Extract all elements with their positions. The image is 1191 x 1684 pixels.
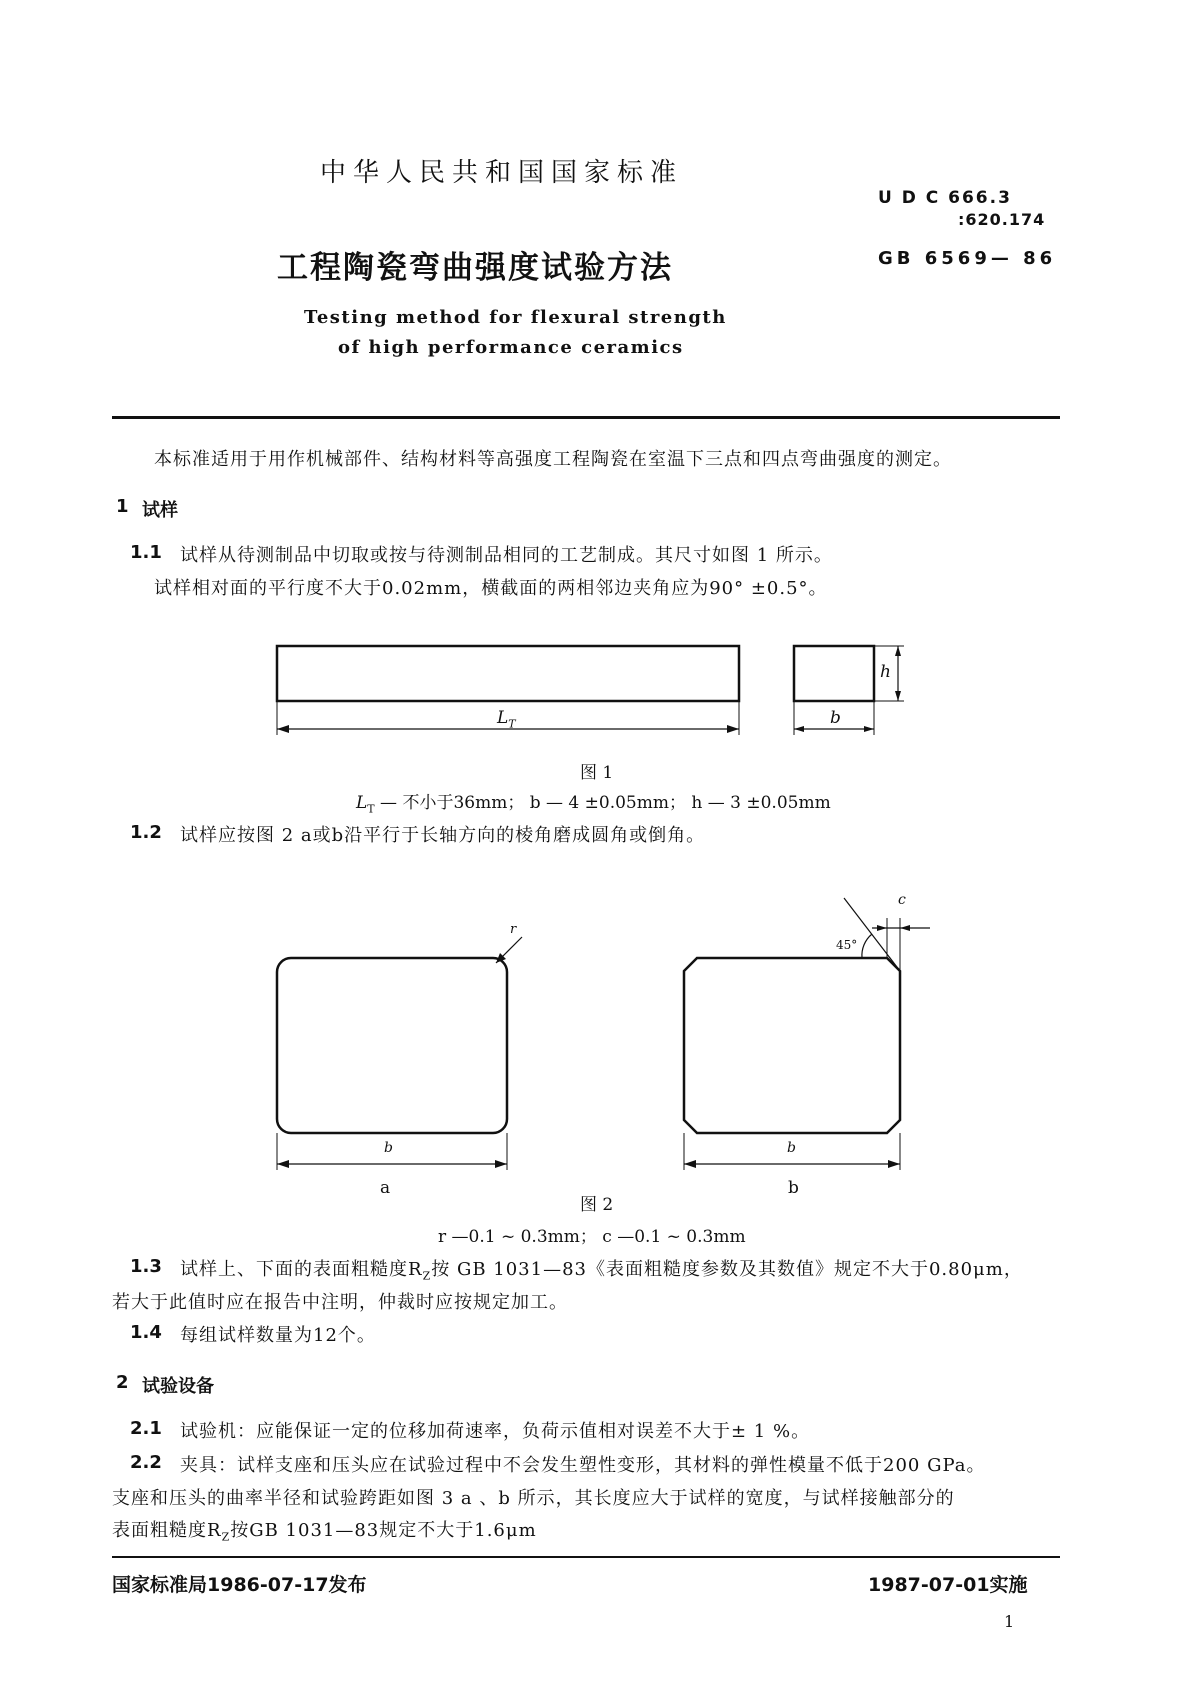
- fig1-lt-label: [497, 708, 516, 730]
- clause-1-4-number: 1.4: [130, 1322, 162, 1343]
- clause-1-1-number: 1.1: [130, 542, 162, 563]
- fig2-angle-label: 45°: [836, 938, 858, 952]
- fig1-note-lt-sub: T: [367, 802, 375, 816]
- clause-1-3-text2: 若大于此值时应在报告中注明，仲裁时应按规定加工。: [112, 1292, 568, 1313]
- fig1-note: $L_T$ — 不小于36mm； b — 4 ±0.05mm； h — 3 ±0.05mm: [356, 793, 831, 816]
- fig1-h-arrow-top: [895, 646, 901, 656]
- gb-standard-number: GB 6569— 86: [878, 248, 1057, 269]
- clause-2-1-number: 2.1: [130, 1418, 162, 1439]
- clause-1-3-number: 1.3: [130, 1256, 162, 1277]
- fig1-lt-arrow-left: [277, 725, 289, 733]
- clause-1-1-text: 试样从待测制品中切取或按与待测制品相同的工艺制成。其尺寸如图 1 所示。: [180, 545, 833, 566]
- clause-1-3-text-a: 试样上、下面的表面粗糙度R: [180, 1259, 423, 1280]
- english-title-line2: of high performance ceramics: [338, 337, 684, 358]
- intro-paragraph: 本标准适用于用作机械部件、结构材料等高强度工程陶瓷在室温下三点和四点弯曲强度的测定。: [154, 449, 952, 470]
- fig2a-b-arrow-left: [277, 1160, 289, 1168]
- section-2-number: 2: [116, 1372, 129, 1393]
- udc-code-line2: :620.174: [958, 210, 1046, 229]
- fig1-b-label: b: [830, 708, 841, 728]
- fig2a-b-arrow-right: [495, 1160, 507, 1168]
- fig1-lt-arrow-right: [727, 725, 739, 733]
- fig1-h-arrow-bottom: [895, 691, 901, 701]
- fig1-lt-letter: L: [497, 708, 509, 728]
- fig1-h-label: h: [880, 662, 891, 682]
- clause-1-3-text-b: 按 GB 1031—83《表面粗糙度参数及其数值》规定不大于0.80μm，: [431, 1259, 1023, 1280]
- document-title: 工程陶瓷弯曲强度试验方法: [277, 250, 673, 286]
- clause-1-2-number: 1.2: [130, 822, 162, 843]
- clause-1-4-text: 每组试样数量为12个。: [180, 1325, 376, 1346]
- fig2a-label: a: [380, 1178, 391, 1198]
- clause-2-2-number: 2.2: [130, 1452, 162, 1473]
- clause-1-1-text2: 试样相对面的平行度不大于0.02mm，横截面的两相邻边夹角应为90° ±0.5°。: [154, 578, 828, 599]
- fig1-b-arrow-right: [864, 726, 874, 732]
- issue-date: 国家标准局1986-07-17发布: [112, 1574, 367, 1596]
- fig2-c-label: c: [898, 892, 906, 908]
- fig2b-c-arrow-left: [877, 925, 887, 931]
- section-1-number: 1: [116, 496, 129, 517]
- clause-1-2-text: 试样应按图 2 a或b沿平行于长轴方向的棱角磨成圆角或倒角。: [180, 825, 706, 846]
- fig2b-b-arrow-left: [684, 1160, 696, 1168]
- fig2b-angle-arc: [862, 934, 872, 958]
- udc-code-line1: U D C 666.3: [878, 188, 1012, 208]
- fig2-r-label: r: [510, 922, 517, 937]
- clause-2-2-text: 夹具：试样支座和压头应在试验过程中不会发生塑性变形，其材料的弹性模量不低于200 GPa。: [180, 1455, 986, 1476]
- fig1-note-rest: 不小于36mm； b — 4 ±0.05mm； h — 3 ±0.05mm: [402, 793, 831, 813]
- fig2b-chamfer-shape: [684, 958, 900, 1133]
- fig2b-b-arrow-right: [888, 1160, 900, 1168]
- fig1-lt-subscript: T: [508, 717, 516, 731]
- english-title-line1: Testing method for flexural strength: [304, 307, 727, 328]
- footer-rule: [112, 1556, 1060, 1558]
- fig1-caption: 图 1: [580, 763, 614, 783]
- clause-1-3-subscript: Z: [422, 1269, 432, 1283]
- clause-2-2-text3: [112, 1516, 537, 1544]
- clause-2-1-text: 试验机：应能保证一定的位移加荷速率，负荷示值相对误差不大于± 1 %。: [180, 1421, 811, 1442]
- effective-date: 1987-07-01实施: [868, 1574, 1028, 1596]
- fig2b-label: b: [788, 1178, 799, 1198]
- national-standard-heading: 中华人民共和国国家标准: [320, 158, 684, 188]
- clause-2-2-text2: 支座和压头的曲率半径和试验跨距如图 3 a 、b 所示，其长度应大于试样的宽度，与试样接触部分的: [112, 1488, 955, 1509]
- fig1-b-arrow-left: [794, 726, 804, 732]
- clause-1-3-text: [180, 1255, 1023, 1283]
- fig1-note-lt: L: [356, 793, 368, 813]
- fig2b-c-arrow-right: [900, 925, 910, 931]
- section-2-title: 试验设备: [142, 1376, 214, 1397]
- clause-2-2-text3-a: 表面粗糙度R: [112, 1520, 222, 1541]
- fig2-note: r —0.1 ~ 0.3mm； c —0.1 ~ 0.3mm: [438, 1227, 746, 1247]
- fig2-caption: 图 2: [580, 1195, 614, 1215]
- section-1-title: 试样: [142, 500, 178, 521]
- fig1-bar-rect: [277, 646, 739, 701]
- fig1-section-rect: [794, 646, 874, 701]
- fig2b-b-label: b: [787, 1140, 796, 1156]
- fig2a-rounded-rect: [277, 958, 507, 1133]
- fig2a-b-label: b: [384, 1140, 393, 1156]
- clause-2-2-subscript: Z: [221, 1530, 231, 1544]
- page-number: 1: [1004, 1612, 1015, 1631]
- clause-2-2-text3-b: 按GB 1031—83规定不大于1.6μm: [230, 1520, 537, 1541]
